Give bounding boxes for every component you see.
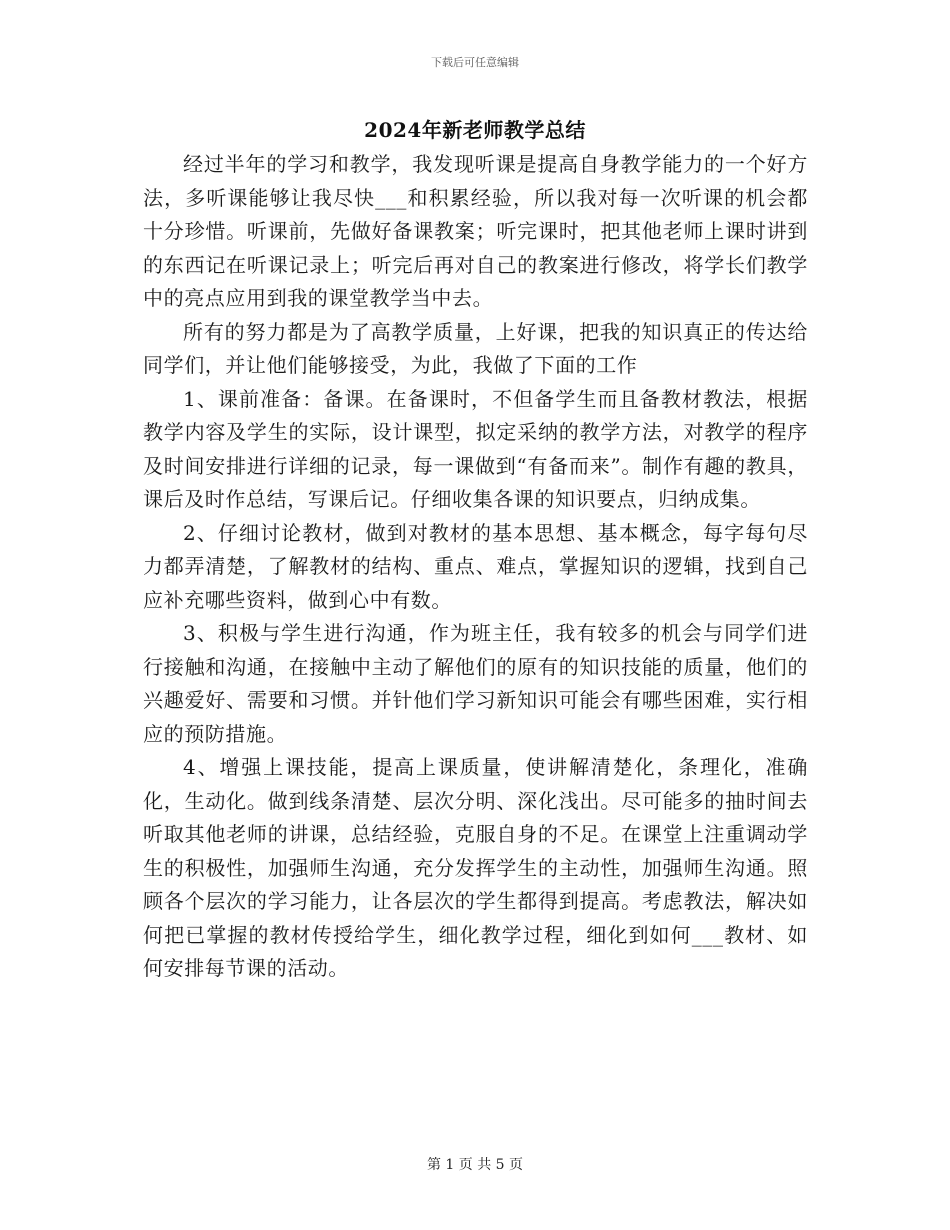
paragraph-2: 所有的努力都是为了高教学质量，上好课，把我的知识真正的传达给同学们，并让他们能够接受，为此，我做了下面的工作 xyxy=(143,319,808,377)
header-note: 下载后可任意编辑 xyxy=(431,56,519,69)
paragraph-5: 3、积极与学生进行沟通，作为班主任，我有较多的机会与同学们进行接触和沟通，在接触中主动了解他们的原有的知识技能的质量，他们的兴趣爱好、需要和习惯。并针他们学习新知识可能会有哪些困难，实行相应的预防措施。 xyxy=(143,621,808,746)
paragraph-6: 4、增强上课技能，提高上课质量，使讲解清楚化，条理化，准确化，生动化。做到线条清楚、层次分明、深化浅出。尽可能多的抽时间去听取其他老师的讲课，总结经验，克服自身的不足。在课堂上注重调动学生的积极性，加强师生沟通，充分发挥学生的主动性，加强师生沟通。照顾各个层次的学习能力，让各层次的学生都得到提高。考虑教法，解决如何把已掌握的教材传授给学生，细化教学过程，细化到如何___教材、如何安排每节课的活动。 xyxy=(143,755,808,980)
paragraph-3: 1、课前准备：备课。在备课时，不但备学生而且备教材教法，根据教学内容及学生的实际，设计课型，拟定采纳的教学方法，对教学的程序及时间安排进行详细的记录，每一课做到“有备而来”。制作有趣的教具，课后及时作总结，写课后记。仔细收集各课的知识要点，归纳成集。 xyxy=(143,386,808,511)
page-footer: 第 1 页 共 5 页 xyxy=(426,1157,524,1173)
document-title: 2024年新老师教学总结 xyxy=(364,118,586,142)
document-body xyxy=(143,148,808,986)
paragraph-4: 2、仔细讨论教材，做到对教材的基本思想、基本概念，每字每句尽力都弄清楚，了解教材的结构、重点、难点，掌握知识的逻辑，找到自己应补充哪些资料，做到心中有数。 xyxy=(143,520,808,612)
paragraph-1: 经过半年的学习和教学，我发现听课是提高自身教学能力的一个好方法，多听课能够让我尽快___和积累经验，所以我对每一次听课的机会都十分珍惜。听课前，先做好备课教案；听完课时，把其他老师上课时讲到的东西记在听课记录上；听完后再对自己的教案进行修改，将学长们教学中的亮点应用到我的课堂教学当中去。 xyxy=(143,152,808,310)
